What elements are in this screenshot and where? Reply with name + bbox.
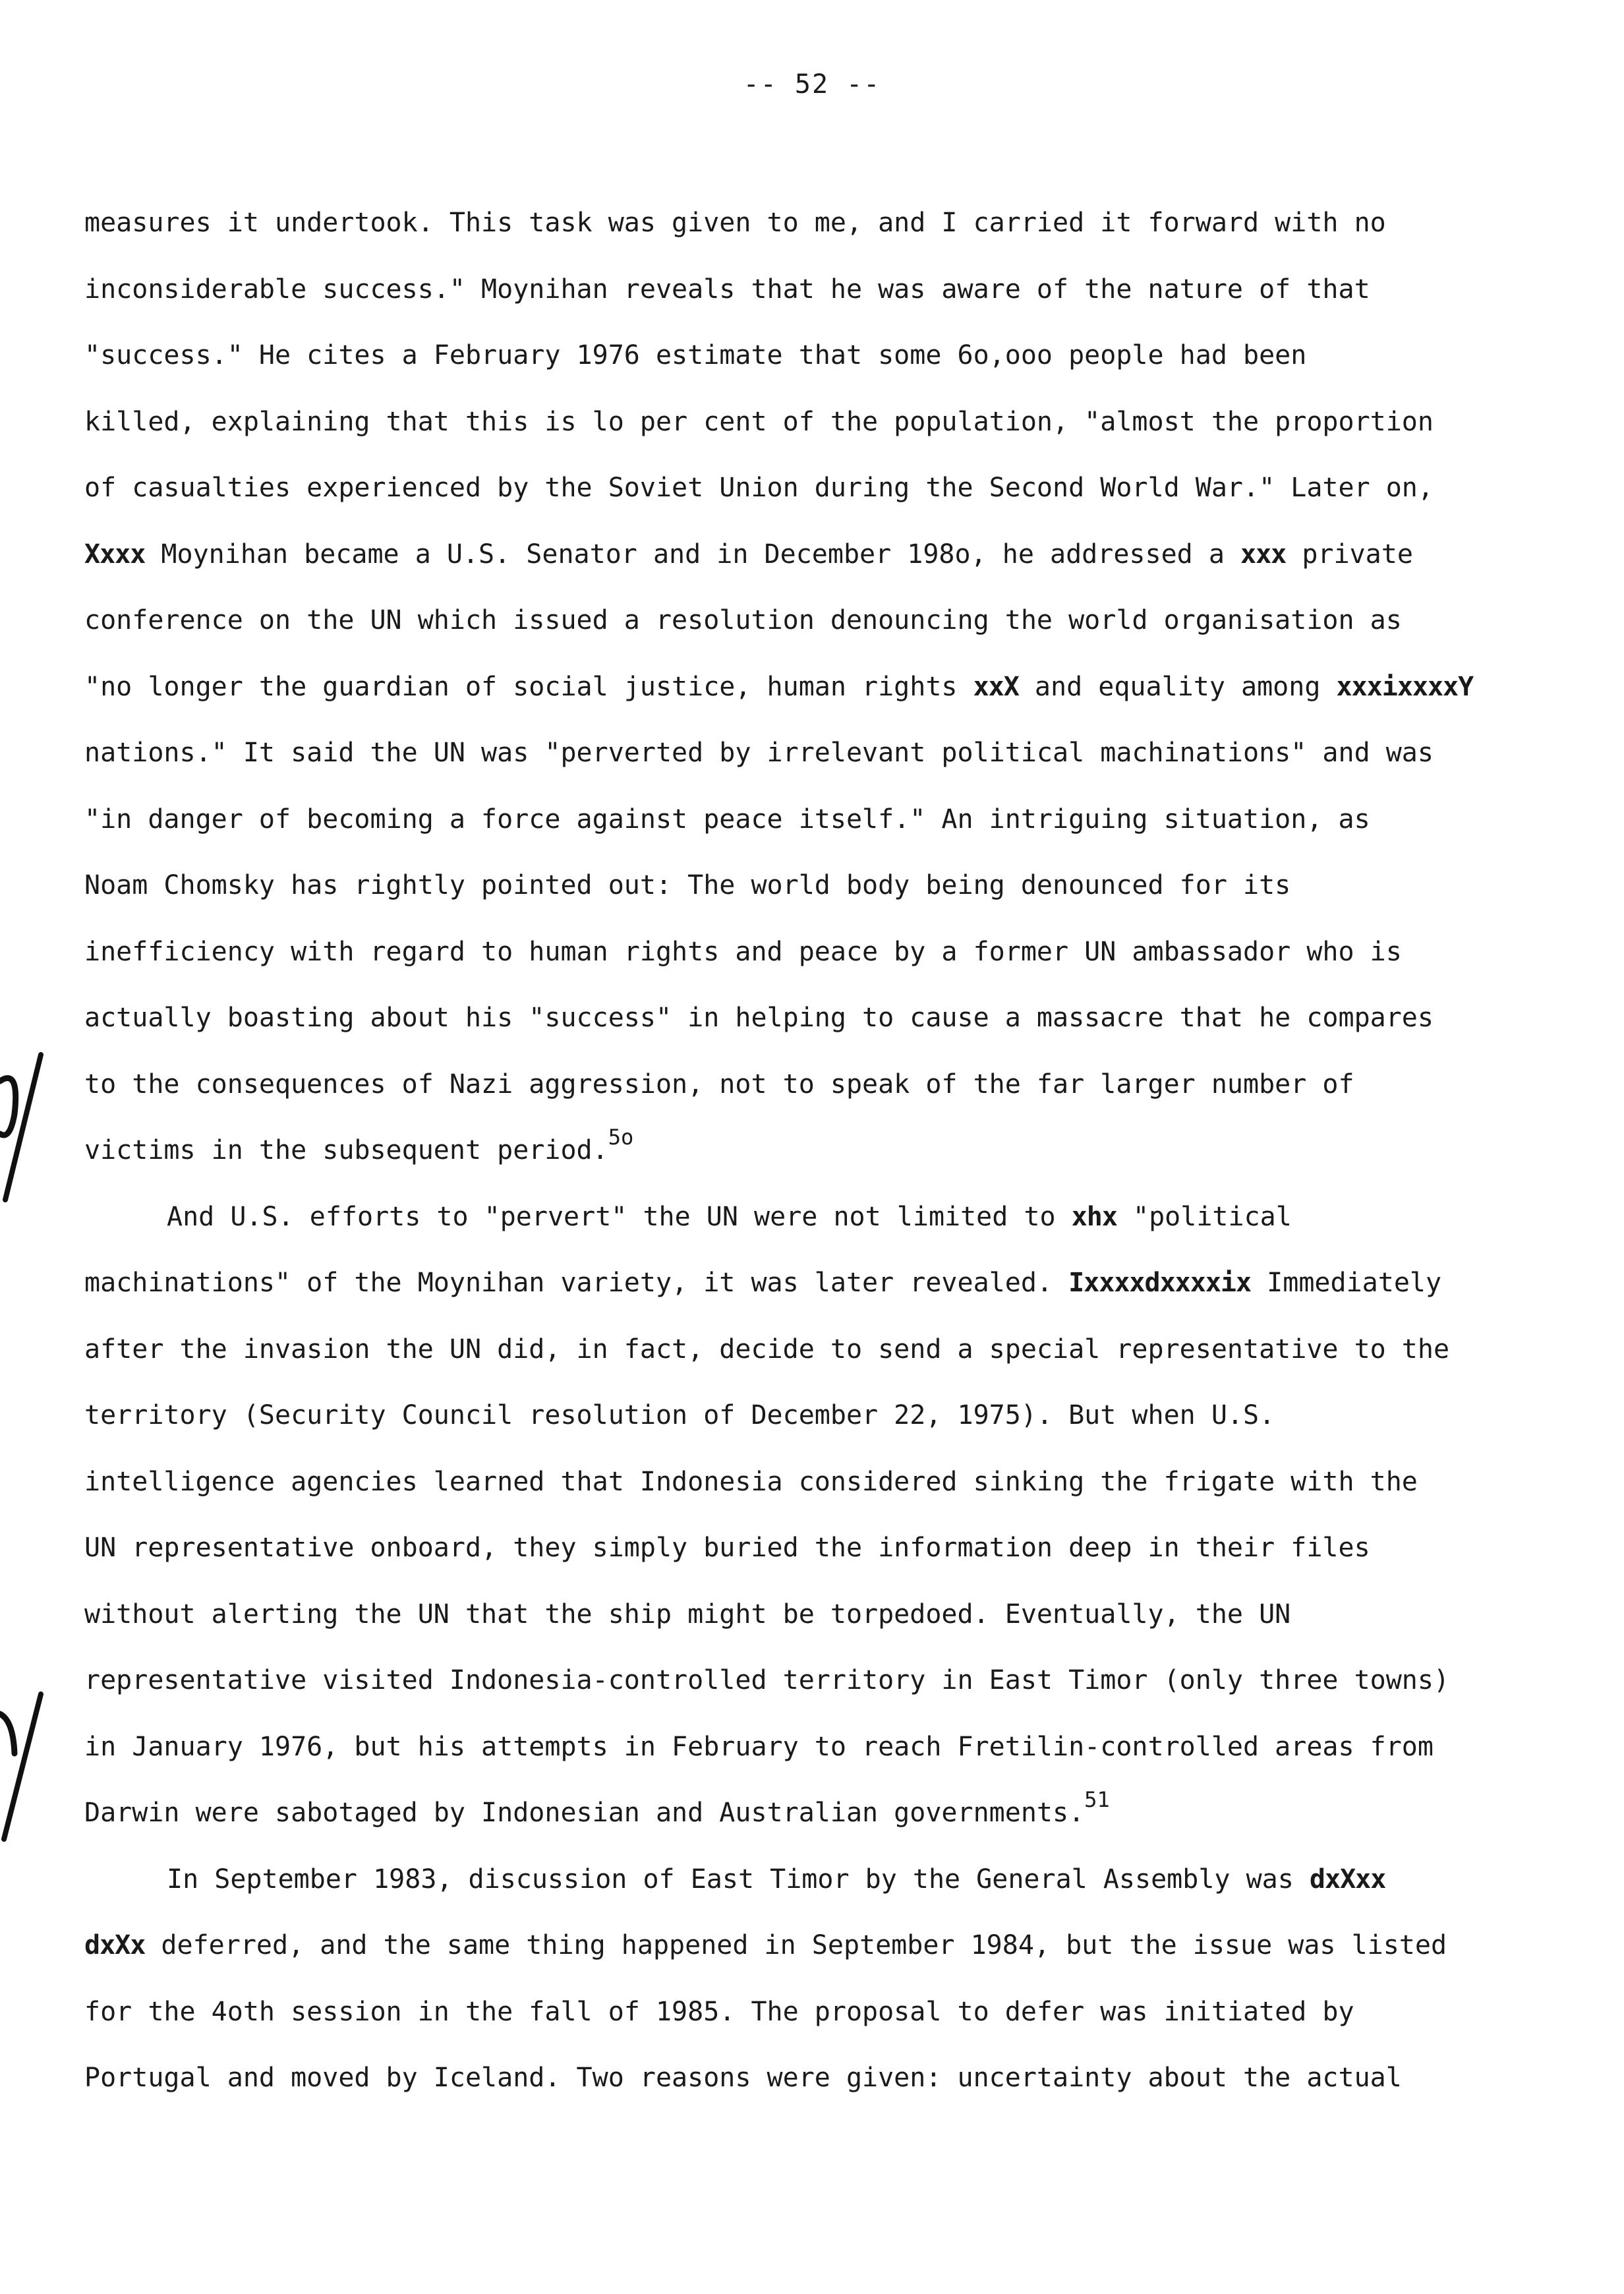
text-line: intelligence agencies learned that Indonesia considered sinking the frigate with the (84, 1466, 1418, 1497)
struck-out-text: dxXx (84, 1930, 146, 1960)
text-segment: and equality among (1018, 671, 1337, 702)
text-segment: And U.S. efforts to "pervert" the UN were not limited to (167, 1201, 1072, 1232)
footnote-marker: 5o (608, 1125, 634, 1150)
text-line: UN representative onboard, they simply buried the information deep in their files (84, 1533, 1370, 1563)
paragraph (84, 1184, 1554, 1846)
text-segment: private (1286, 539, 1413, 570)
margin-annotation-mark (0, 1042, 53, 1213)
text-line: actually boasting about his "success" in helping to cause a massacre that he compares (84, 1003, 1434, 1033)
text-segment: Moynihan became a U.S. Senator and in December 198o, he addressed a (145, 539, 1240, 570)
struck-out-text: xxx (1240, 539, 1287, 570)
text-line: of casualties experienced by the Soviet Union during the Second World War." Later on, (84, 473, 1434, 503)
struck-out-text: Ixxxxdxxxxix (1068, 1268, 1252, 1298)
text-segment: Immediately (1251, 1268, 1442, 1298)
text-line: representative visited Indonesia-controlled territory in East Timor (only three towns) (84, 1665, 1450, 1695)
text-line (84, 654, 1554, 721)
text-line: to the consequences of Nazi aggression, not to speak of the far larger number of (84, 1069, 1354, 1100)
text-line (84, 1912, 1554, 1979)
text-segment: "political (1116, 1201, 1292, 1232)
text-line (84, 1846, 1554, 1913)
text-line: after the invasion the UN did, in fact, decide to send a special representative to the (84, 1334, 1450, 1365)
paragraph (84, 1846, 1554, 2111)
text-line (84, 1184, 1554, 1250)
text-segment: deferred, and the same thing happened in September 1984, but the issue was listed (145, 1930, 1447, 1960)
struck-out-text: xhx (1071, 1201, 1117, 1232)
struck-out-text: Xxxx (84, 539, 146, 570)
text-line: for the 4oth session in the fall of 1985. The proposal to defer was initiated by (84, 1996, 1354, 2027)
margin-annotation-mark (0, 1674, 53, 1846)
text-line: inefficiency with regard to human rights and peace by a former UN ambassador who is (84, 936, 1402, 967)
text-line (84, 1250, 1554, 1316)
text-segment: In September 1983, discussion of East Timor by the General Assembly was (167, 1864, 1310, 1895)
text-line (84, 1780, 1554, 1846)
page-body (84, 190, 1554, 2111)
paragraph (84, 190, 1554, 1184)
page-number: -- 52 -- (743, 69, 881, 100)
text-line: in January 1976, but his attempts in February to reach Fretilin-controlled areas from (84, 1731, 1434, 1762)
text-line (84, 1117, 1554, 1184)
text-segment: victims in the subsequent period. (84, 1135, 608, 1165)
text-line: measures it undertook. This task was given to me, and I carried it forward with no (84, 208, 1386, 238)
text-line: territory (Security Council resolution of December 22, 1975). But when U.S. (84, 1400, 1275, 1430)
struck-out-text: dxXxx (1309, 1864, 1386, 1895)
text-line: killed, explaining that this is lo per cent of the population, "almost the proportion (84, 406, 1434, 437)
text-line: Portugal and moved by Iceland. Two reasons were given: uncertainty about the actual (84, 2063, 1402, 2093)
footnote-marker: 51 (1084, 1787, 1110, 1812)
text-line: "in danger of becoming a force against peace itself." An intriguing situation, as (84, 804, 1370, 835)
text-segment: Darwin were sabotaged by Indonesian and Australian governments. (84, 1798, 1085, 1828)
text-line: inconsiderable success." Moynihan reveals that he was aware of the nature of that (84, 274, 1370, 305)
text-line: "success." He cites a February 1976 estimate that some 6o,ooo people had been (84, 340, 1307, 370)
text-line: without alerting the UN that the ship might be torpedoed. Eventually, the UN (84, 1599, 1291, 1630)
text-line (84, 521, 1554, 588)
struck-out-text: xxxixxxxY (1336, 671, 1474, 702)
text-line: conference on the UN which issued a resolution denouncing the world organisation as (84, 605, 1402, 635)
text-line: Noam Chomsky has rightly pointed out: The world body being denounced for its (84, 870, 1291, 900)
text-segment: machinations" of the Moynihan variety, it was later revealed. (84, 1268, 1069, 1298)
text-segment: "no longer the guardian of social justice, human rights (84, 671, 973, 702)
text-line: nations." It said the UN was "perverted by irrelevant political machinations" and was (84, 738, 1434, 768)
struck-out-text: xxX (973, 671, 1019, 702)
